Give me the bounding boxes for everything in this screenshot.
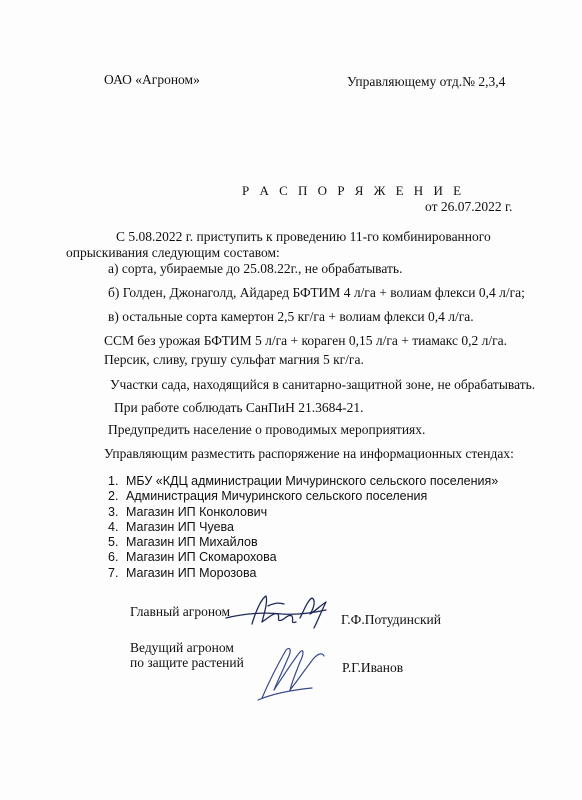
intro-line-2: опрыскивания следующим составом:: [66, 245, 280, 260]
chief-agronomist-name: Г.Ф.Потудинский: [341, 612, 441, 627]
lead-agronomist-signature: [252, 640, 336, 706]
list-item: 3. Магазин ИП Конколович: [108, 504, 268, 519]
document-date: от 26.07.2022 г.: [425, 199, 513, 214]
addressee: Управляющему отд.№ 2,3,4: [347, 74, 506, 89]
list-item: 4. Магазин ИП Чуева: [108, 519, 234, 534]
sanitary-zone-instruction: Участки сада, находящийся в санитарно-защитной зоне, не обрабатывать.: [110, 377, 536, 392]
intro-line-1: С 5.08.2022 г. приступить к проведению 11-го комбинированного: [116, 229, 491, 244]
distribution-list: [108, 473, 498, 580]
item-c: в) остальные сорта камертон 2,5 кг/га + волиам флекси 0,4 л/га.: [108, 309, 474, 324]
lead-agronomist-name: Р.Г.Иванов: [342, 660, 404, 675]
warn-population-instruction: Предупредить население о проводимых мероприятиях.: [108, 422, 426, 437]
list-item: 1. МБУ «КДЦ администрации Мичуринского сельского поселения»: [108, 474, 499, 488]
list-item: 2. Администрация Мичуринского сельского поселения: [108, 489, 428, 504]
document-title: Р А С П О Р Я Ж Е Н И Е: [242, 183, 465, 198]
lead-agronomist-position-line2: по защите растений: [130, 655, 244, 670]
ssm-instruction: ССМ без урожая БФТИМ 5 л/га + кораген 0,15 л/га + тиамакс 0,2 л/га.: [104, 333, 508, 348]
stone-fruit-instruction: Персик, сливу, грушу сульфат магния 5 кг/га.: [104, 352, 364, 367]
list-item: 7. Магазин ИП Морозова: [108, 565, 257, 580]
list-item: 5. Магазин ИП Михайлов: [108, 535, 258, 550]
item-b: б) Голден, Джонаголд, Айдаред БФТИМ 4 л/га + волиам флекси 0,4 л/га;: [108, 285, 525, 300]
lead-agronomist-position-line1: Ведущий агроном: [130, 640, 234, 655]
item-a: а) сорта, убираемые до 25.08.22г., не обрабатывать.: [108, 261, 403, 276]
managers-instruction: Управляющим разместить распоряжение на информационных стендах:: [104, 446, 514, 461]
organization-name: ОАО «Агроном»: [104, 72, 200, 87]
chief-agronomist-signature: [222, 588, 340, 636]
list-item: 6. Магазин ИП Скомарохова: [108, 550, 277, 565]
chief-agronomist-position: Главный агроном: [130, 604, 231, 619]
sanpin-instruction: При работе соблюдать СанПиН 21.3684-21.: [114, 400, 364, 415]
